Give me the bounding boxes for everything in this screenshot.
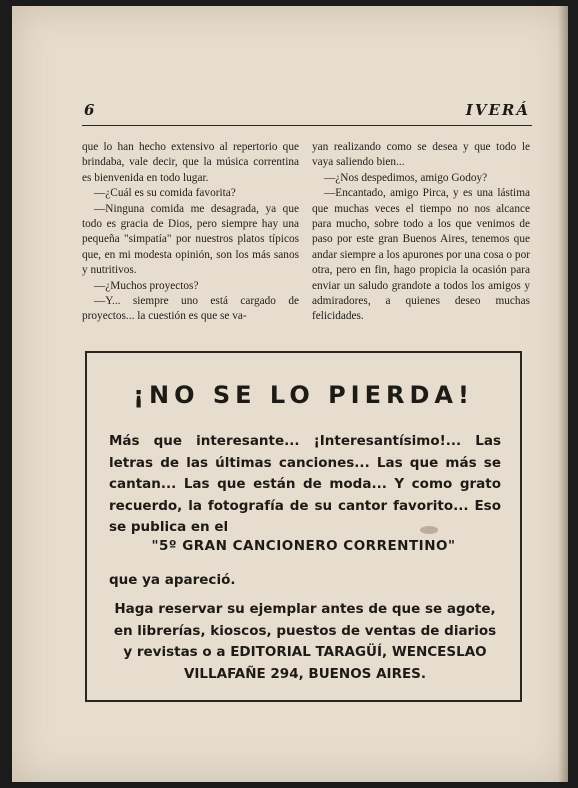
- ad-appeared-text: que ya apareció.: [109, 572, 236, 588]
- page-number: 6: [84, 101, 95, 119]
- right-text-column: [312, 140, 530, 325]
- ad-description: Más que interesante... ¡Interesantísimo!... Las letras de las últimas canciones... Las que más se cantan... Las que están de moda... Y como grato recuerdo, la fotografía de su cantor favorito... Eso se publica en el: [109, 433, 501, 535]
- page-edge-shadow: [558, 6, 568, 782]
- magazine-page: [12, 6, 568, 782]
- left-paragraph-1: que lo han hecho extensivo al repertorio que brindaba, vale decir, que la música correntina es bienvenida en todo lugar.: [82, 141, 299, 184]
- advertisement-box: [85, 351, 522, 702]
- left-paragraph-2: —¿Cuál es su comida favorita?: [94, 187, 236, 200]
- ad-publication-name: "5º GRAN CANCIONERO CORRENTINO": [151, 538, 456, 554]
- left-paragraph-5: —Y... siempre uno está cargado de proyectos... la cuestión es que se va-: [82, 295, 299, 323]
- page-header: [82, 101, 532, 126]
- magazine-title: IVERÁ: [465, 101, 530, 119]
- ad-order-instructions: Haga reservar su ejemplar antes de que se agote, en librerías, kioscos, puestos de ventas de diarios y revistas o a EDITORIAL TARAGÜÍ, WENCESLAO VILLAFAÑE 294, BUENOS AIRES.: [113, 601, 497, 682]
- right-paragraph-2: —¿Nos despedimos, amigo Godoy?: [324, 171, 488, 184]
- left-text-column: [82, 140, 299, 325]
- paper-stain: [420, 526, 438, 534]
- left-paragraph-4: —¿Muchos proyectos?: [94, 279, 199, 292]
- right-paragraph-1: yan realizando como se desea y que todo le vaya saliendo bien...: [312, 141, 530, 169]
- left-paragraph-3: —Ninguna comida me desagrada, ya que todo es gracia de Dios, pero siempre hay una pequeña "simpatía" por nuestros platos típicos que, en mi modesta opinión, son los más sanos y nutritivos.: [82, 202, 299, 277]
- ad-title: ¡NO SE LO PIERDA!: [133, 381, 474, 409]
- right-paragraph-3: —Encantado, amigo Pirca, y es una lástima que muchas veces el tiempo no nos alcance para mucho, sobre todo a los que venimos de paso por este gran Buenos Aires, tenemos que andar siempre a los apurones por una cosa o por otra, pero en fin, hago propicia la ocasión para enviar un saludo grandote a todos los amigos y admiradores, a quienes deseo muchas felicidades.: [312, 187, 530, 323]
